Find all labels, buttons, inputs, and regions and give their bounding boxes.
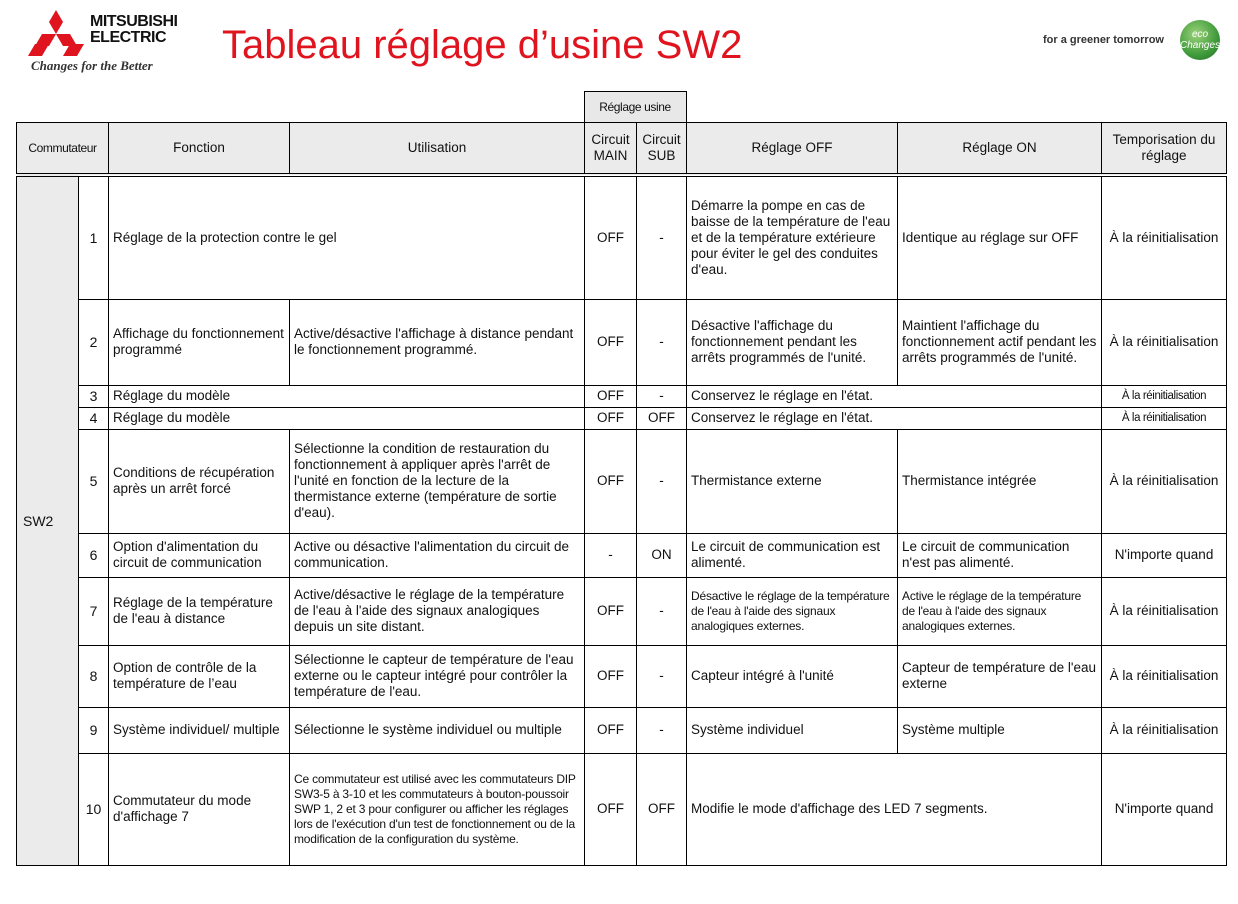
circuit-sub-cell: ON	[637, 533, 687, 577]
reglage-on-cell: Maintient l'affichage du fonctionnement actif pendant les arrêts programmés de l'unité.	[898, 299, 1102, 385]
circuit-main-cell: OFF	[585, 429, 637, 533]
temporisation-cell: À la réinitialisation	[1102, 577, 1227, 645]
utilisation-cell: Sélectionne le système individuel ou multiple	[290, 707, 585, 753]
reglage-off-cell: Désactive le réglage de la température de l'eau à l'aide des signaux analogiques externes.	[687, 577, 898, 645]
circuit-main-cell: OFF	[585, 175, 637, 299]
factory-setting-group-header: Réglage usine	[584, 92, 686, 123]
utilisation-cell: Ce commutateur est utilisé avec les commutateurs DIP SW3-5 à 3-10 et les commutateurs à bouton-poussoir SWP 1, 2 et 3 pour configurer ou afficher les réglages lors de l'exécution d'un test de fonctionnement ou de la modification de la configuration du système.	[290, 753, 585, 865]
group-header-row	[16, 91, 1226, 122]
circuit-sub-cell: -	[637, 577, 687, 645]
brand-name-line2: ELECTRIC	[90, 29, 166, 46]
circuit-sub-cell: -	[637, 429, 687, 533]
row-number: 10	[79, 753, 109, 865]
table-row	[17, 299, 1227, 385]
circuit-main-cell: OFF	[585, 753, 637, 865]
header-commutateur: Commutateur	[17, 123, 109, 176]
utilisation-cell: Sélectionne le capteur de température de l'eau externe ou le capteur intégré pour contrôler la température de l'eau.	[290, 645, 585, 707]
circuit-main-cell: -	[585, 533, 637, 577]
fonction-cell: Affichage du fonctionnement programmé	[109, 299, 290, 385]
temporisation-cell: À la réinitialisation	[1102, 175, 1227, 299]
table-row	[17, 175, 1227, 299]
reglage-on-cell: Système multiple	[898, 707, 1102, 753]
circuit-sub-cell: OFF	[637, 407, 687, 429]
brand-name-line1: MITSUBISHI	[90, 13, 178, 30]
three-diamonds-icon	[28, 10, 84, 56]
switch-label: SW2	[17, 175, 79, 865]
fonction-cell: Réglage de la protection contre le gel	[109, 175, 585, 299]
row-number: 7	[79, 577, 109, 645]
fonction-cell: Option d'alimentation du circuit de communication	[109, 533, 290, 577]
reglage-on-cell: Thermistance intégrée	[898, 429, 1102, 533]
table-row	[17, 429, 1227, 533]
row-number: 8	[79, 645, 109, 707]
circuit-sub-cell: -	[637, 385, 687, 407]
temporisation-cell: À la réinitialisation	[1102, 385, 1227, 407]
temporisation-cell: À la réinitialisation	[1102, 407, 1227, 429]
fonction-cell: Système individuel/ multiple	[109, 707, 290, 753]
circuit-sub-cell: -	[637, 707, 687, 753]
header-temporisation: Temporisation du réglage	[1102, 123, 1227, 176]
utilisation-cell: Active/désactive le réglage de la température de l'eau à l'aide des signaux analogiques depuis un site distant.	[290, 577, 585, 645]
reglage-on-cell: Active le réglage de la température de l'eau à l'aide des signaux analogiques externes.	[898, 577, 1102, 645]
header-fonction: Fonction	[109, 123, 290, 176]
circuit-main-cell: OFF	[585, 707, 637, 753]
table-row	[17, 533, 1227, 577]
row-number: 5	[79, 429, 109, 533]
settings-grid	[16, 122, 1227, 866]
utilisation-cell: Active/désactive l'affichage à distance pendant le fonctionnement programmé.	[290, 299, 585, 385]
reglage-on-cell: Le circuit de communication n'est pas alimenté.	[898, 533, 1102, 577]
reglage-off-cell: Démarre la pompe en cas de baisse de la température de l'eau et de la température extérieure pour éviter le gel des conduites d'eau.	[687, 175, 898, 299]
fonction-cell: Réglage de la température de l'eau à distance	[109, 577, 290, 645]
table-row	[17, 385, 1227, 407]
circuit-sub-cell: OFF	[637, 753, 687, 865]
row-number: 3	[79, 385, 109, 407]
page-title: Tableau réglage d’usine SW2	[222, 23, 743, 67]
fonction-cell: Commutateur du mode d'affichage 7	[109, 753, 290, 865]
reglage-on-cell: Identique au réglage sur OFF	[898, 175, 1102, 299]
header-circuit-sub: Circuit SUB	[637, 123, 687, 176]
temporisation-cell: À la réinitialisation	[1102, 707, 1227, 753]
fonction-cell: Réglage du modèle	[109, 407, 585, 429]
reglage-off-cell: Système individuel	[687, 707, 898, 753]
brand-tagline: Changes for the Better	[31, 58, 153, 73]
circuit-sub-cell: -	[637, 175, 687, 299]
header-reglage-off: Réglage OFF	[687, 123, 898, 176]
table-row	[17, 407, 1227, 429]
row-number: 9	[79, 707, 109, 753]
utilisation-cell: Sélectionne la condition de restauration du fonctionnement à appliquer après l'arrêt de l'unité en fonction de la lecture de la thermistance externe (température de sortie d'eau).	[290, 429, 585, 533]
temporisation-cell: N'importe quand	[1102, 753, 1227, 865]
reglage-off-cell: Conservez le réglage en l'état.	[687, 407, 1102, 429]
temporisation-cell: À la réinitialisation	[1102, 299, 1227, 385]
header-reglage-on: Réglage ON	[898, 123, 1102, 176]
fonction-cell: Option de contrôle de la température de l’eau	[109, 645, 290, 707]
reglage-off-cell: Le circuit de communication est alimenté.	[687, 533, 898, 577]
circuit-main-cell: OFF	[585, 385, 637, 407]
header-utilisation: Utilisation	[290, 123, 585, 176]
header-circuit-main: Circuit MAIN	[585, 123, 637, 176]
row-number: 4	[79, 407, 109, 429]
eco-changes-badge: eco Changes	[1180, 20, 1220, 60]
reglage-on-cell: Capteur de température de l'eau externe	[898, 645, 1102, 707]
circuit-main-cell: OFF	[585, 645, 637, 707]
reglage-off-cell: Désactive l'affichage du fonctionnement pendant les arrêts programmés de l'unité.	[687, 299, 898, 385]
circuit-main-cell: OFF	[585, 407, 637, 429]
row-number: 2	[79, 299, 109, 385]
temporisation-cell: À la réinitialisation	[1102, 645, 1227, 707]
temporisation-cell: N'importe quand	[1102, 533, 1227, 577]
reglage-off-cell: Modifie le mode d'affichage des LED 7 segments.	[687, 753, 1102, 865]
circuit-main-cell: OFF	[585, 299, 637, 385]
table-row	[17, 753, 1227, 865]
table-row	[17, 645, 1227, 707]
table-row	[17, 577, 1227, 645]
reglage-off-cell: Thermistance externe	[687, 429, 898, 533]
page-header	[0, 0, 1238, 92]
table-row	[17, 707, 1227, 753]
reglage-off-cell: Capteur intégré à l'unité	[687, 645, 898, 707]
row-number: 6	[79, 533, 109, 577]
circuit-sub-cell: -	[637, 299, 687, 385]
fonction-cell: Conditions de récupération après un arrêt forcé	[109, 429, 290, 533]
utilisation-cell: Active ou désactive l'alimentation du circuit de communication.	[290, 533, 585, 577]
temporisation-cell: À la réinitialisation	[1102, 429, 1227, 533]
mitsubishi-logo	[28, 8, 208, 78]
fonction-cell: Réglage du modèle	[109, 385, 585, 407]
row-number: 1	[79, 175, 109, 299]
reglage-off-cell: Conservez le réglage en l'état.	[687, 385, 1102, 407]
eco-tagline: for a greener tomorrow	[1042, 34, 1164, 46]
circuit-sub-cell: -	[637, 645, 687, 707]
circuit-main-cell: OFF	[585, 577, 637, 645]
settings-table	[16, 91, 1226, 866]
